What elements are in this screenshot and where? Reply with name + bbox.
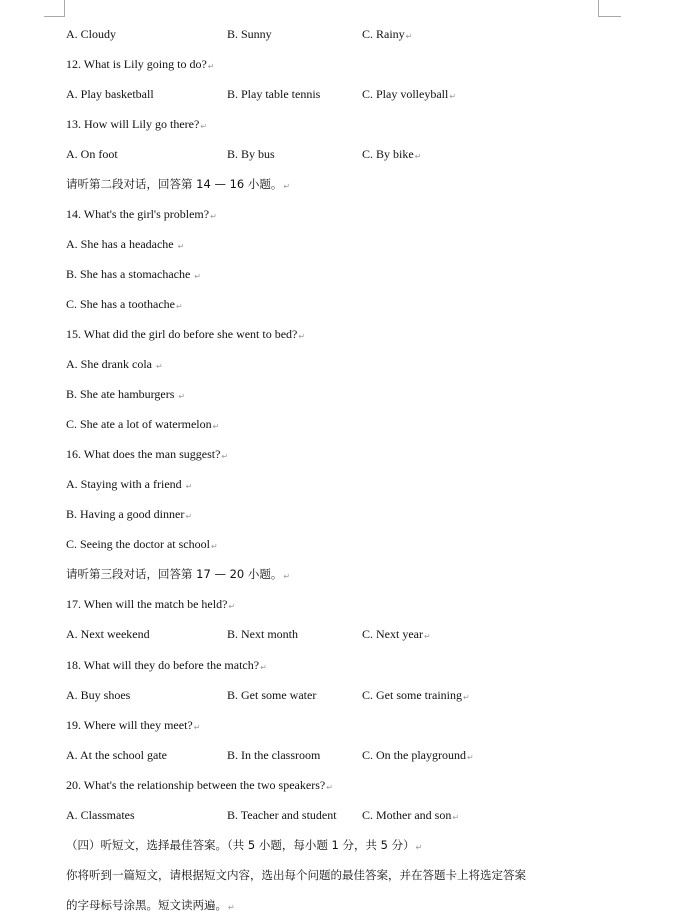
- option-a: A. Classmates: [66, 808, 135, 822]
- question-line: [66, 778, 333, 792]
- line-text: B. She has a stomachache ↵: [66, 267, 201, 281]
- paragraph-mark-icon: ↵: [449, 92, 457, 101]
- paragraph-mark-icon: ↵: [228, 602, 236, 611]
- option-a: A. On foot: [66, 147, 118, 161]
- question-line: [66, 507, 192, 521]
- paragraph-mark-icon: ↵: [283, 572, 291, 581]
- question-line: [66, 357, 163, 371]
- question-line: [66, 117, 207, 131]
- paragraph-mark-icon: ↵: [228, 903, 235, 912]
- answer-options-row: [66, 748, 474, 762]
- page-corner-mark-top-left: [44, 0, 65, 17]
- paragraph-mark-icon: ↵: [415, 843, 423, 852]
- question-line: [66, 57, 214, 71]
- option-b: B. Next month: [227, 627, 298, 641]
- option-c: C. By bike↵: [362, 147, 422, 161]
- line-text: （四）听短文，选择最佳答案。（共 5 小题，每小题 1 分，共 5 分）↵: [66, 838, 423, 852]
- line-text: 请听第三段对话，回答第 17 — 20 小题。↵: [66, 567, 291, 581]
- option-b: B. Sunny: [227, 27, 272, 41]
- option-a: A. At the school gate: [66, 748, 167, 762]
- paragraph-mark-icon: ↵: [326, 783, 333, 792]
- option-c: C. Mother and son↵: [362, 808, 460, 822]
- paragraph-mark-icon: ↵: [283, 182, 291, 191]
- question-line: [66, 417, 219, 431]
- section-instruction: [66, 177, 290, 191]
- paragraph-mark-icon: ↵: [194, 272, 201, 281]
- line-text: 16. What does the man suggest?↵: [66, 447, 229, 461]
- paragraph-mark-icon: ↵: [423, 632, 431, 641]
- paragraph-mark-icon: ↵: [175, 302, 183, 311]
- paragraph-mark-icon: ↵: [298, 332, 306, 341]
- question-line: [66, 207, 217, 221]
- section-instruction: [66, 868, 526, 882]
- option-b: B. Get some water: [227, 688, 317, 702]
- question-line: [66, 387, 185, 401]
- option-a: A. Buy shoes: [66, 688, 131, 702]
- question-line: [66, 597, 235, 611]
- line-text: 14. What's the girl's problem?↵: [66, 207, 217, 221]
- line-text: A. Staying with a friend ↵: [66, 477, 193, 491]
- option-a: A. Cloudy: [66, 27, 117, 41]
- line-text: 13. How will Lily go there?↵: [66, 117, 208, 131]
- line-text: C. She ate a lot of watermelon↵: [66, 417, 220, 431]
- line-text: B. Having a good dinner↵: [66, 507, 193, 521]
- option-a: A. Play basketball: [66, 87, 154, 101]
- answer-options-row: [66, 87, 457, 101]
- line-text: 18. What will they do before the match?↵: [66, 658, 267, 672]
- paragraph-mark-icon: ↵: [200, 122, 208, 131]
- line-text: C. She has a toothache↵: [66, 297, 183, 311]
- option-b: B. Teacher and student: [227, 808, 337, 822]
- question-line: [66, 237, 184, 251]
- answer-options-row: [66, 808, 460, 822]
- line-text: 你将听到一篇短文，请根据短文内容，选出每个问题的最佳答案，并在答题卡上将选定答案: [66, 868, 526, 882]
- line-text: 的字母标号涂黑。短文读两遍。↵: [66, 898, 235, 912]
- answer-options-row: [66, 688, 470, 702]
- question-line: [66, 537, 218, 551]
- line-text: A. She has a headache ↵: [66, 237, 185, 251]
- line-text: 12. What is Lily going to do?↵: [66, 57, 215, 71]
- answer-options-row: [66, 27, 413, 41]
- paragraph-mark-icon: ↵: [185, 482, 193, 491]
- paragraph-mark-icon: ↵: [210, 542, 218, 551]
- line-text: 19. Where will they meet?↵: [66, 718, 201, 732]
- question-line: [66, 267, 201, 281]
- paragraph-mark-icon: ↵: [177, 242, 185, 251]
- paragraph-mark-icon: ↵: [260, 663, 267, 672]
- section-instruction: [66, 898, 235, 912]
- answer-options-row: [66, 147, 422, 161]
- option-c: C. Next year↵: [362, 627, 431, 641]
- paragraph-mark-icon: ↵: [185, 512, 193, 521]
- answer-options-row: [66, 627, 431, 641]
- section-instruction: [66, 838, 422, 852]
- section-instruction: [66, 567, 290, 581]
- paragraph-mark-icon: ↵: [405, 32, 413, 41]
- question-line: [66, 297, 183, 311]
- question-line: [66, 327, 305, 341]
- option-c: C. On the playground↵: [362, 748, 474, 762]
- line-text: C. Seeing the doctor at school↵: [66, 537, 218, 551]
- paragraph-mark-icon: ↵: [178, 392, 186, 401]
- paragraph-mark-icon: ↵: [193, 723, 201, 732]
- paragraph-mark-icon: ↵: [155, 362, 163, 371]
- option-c: C. Play volleyball↵: [362, 87, 457, 101]
- paragraph-mark-icon: ↵: [414, 152, 422, 161]
- question-line: [66, 658, 267, 672]
- paragraph-mark-icon: ↵: [210, 212, 217, 221]
- paragraph-mark-icon: ↵: [462, 693, 470, 702]
- question-line: [66, 477, 192, 491]
- option-a: A. Next weekend: [66, 627, 150, 641]
- line-text: 20. What's the relationship between the two speakers?↵: [66, 778, 333, 792]
- option-b: B. In the classroom: [227, 748, 321, 762]
- line-text: B. She ate hamburgers ↵: [66, 387, 186, 401]
- line-text: A. She drank cola ↵: [66, 357, 163, 371]
- line-text: 15. What did the girl do before she went to bed?↵: [66, 327, 306, 341]
- question-line: [66, 447, 228, 461]
- option-c: C. Get some training↵: [362, 688, 470, 702]
- paragraph-mark-icon: ↵: [467, 753, 474, 762]
- page-corner-mark-top-right: [598, 0, 621, 17]
- line-text: 17. When will the match be held?↵: [66, 597, 236, 611]
- question-line: [66, 718, 200, 732]
- option-b: B. Play table tennis: [227, 87, 321, 101]
- option-c: C. Rainy↵: [362, 27, 413, 41]
- paragraph-mark-icon: ↵: [212, 422, 220, 431]
- line-text: 请听第二段对话，回答第 14 — 16 小题。↵: [66, 177, 291, 191]
- option-b: B. By bus: [227, 147, 275, 161]
- paragraph-mark-icon: ↵: [452, 813, 460, 822]
- paragraph-mark-icon: ↵: [207, 62, 215, 71]
- paragraph-mark-icon: ↵: [221, 452, 229, 461]
